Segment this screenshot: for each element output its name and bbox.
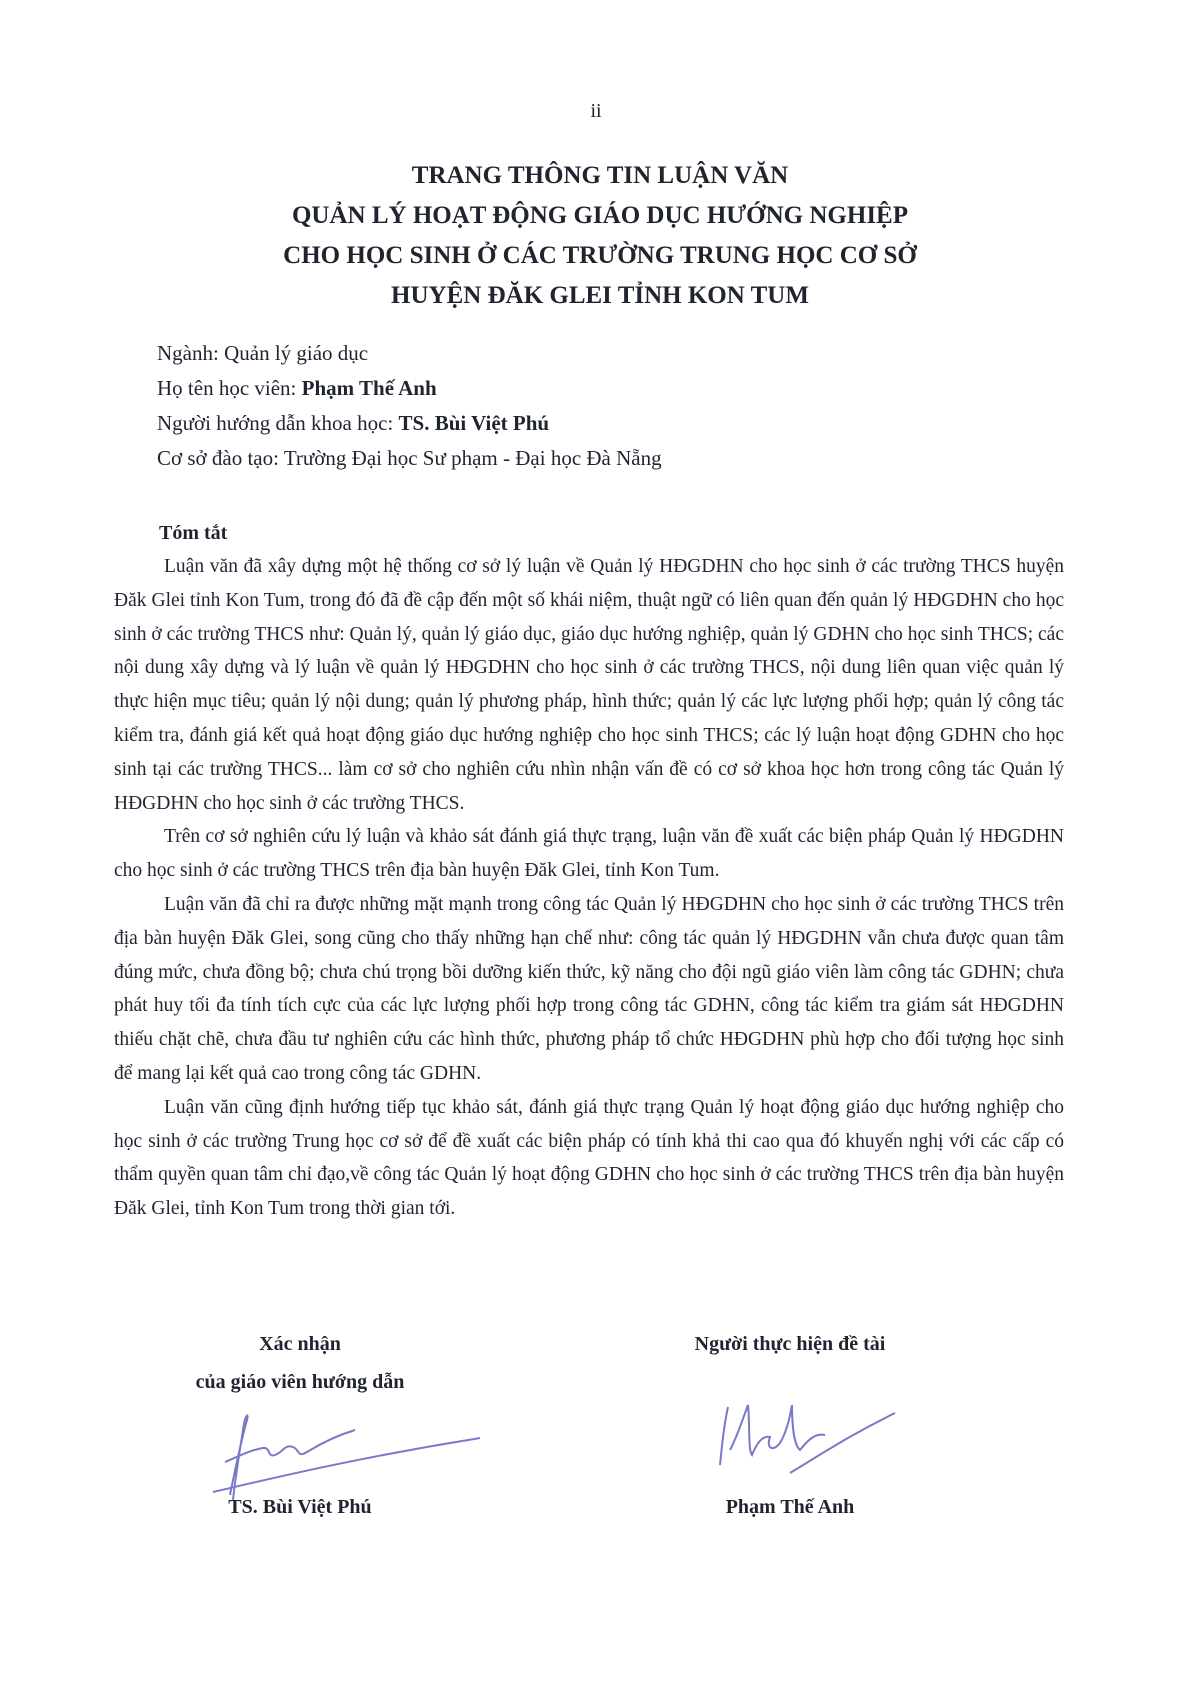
meta-advisor bbox=[157, 406, 1057, 441]
advisor-confirmation-line-2: của giáo viên hướng dẫn bbox=[195, 1371, 405, 1393]
meta-student-value: Phạm Thế Anh bbox=[301, 376, 437, 400]
meta-major bbox=[157, 336, 1057, 371]
thesis-meta bbox=[157, 336, 1057, 476]
author-confirmation-line-1: Người thực hiện đề tài bbox=[694, 1333, 886, 1355]
meta-advisor-value: TS. Bùi Việt Phú bbox=[398, 411, 550, 435]
summary-paragraph-4: Luận văn cũng định hướng tiếp tục khảo sát, đánh giá thực trạng Quản lý hoạt động giáo dục hướng nghiệp cho học sinh ở các trường Trung học cơ sở để đề xuất các biện pháp có tính khả thi cao qua đó khuyến nghị với các cấp có thẩm quyền quan tâm chỉ đạo,về công tác Quản lý hoạt động GDHN cho học sinh ở các trường THCS trên địa bàn huyện Đăk Glei, tỉnh Kon Tum trong thời gian tới. bbox=[114, 1096, 1064, 1220]
meta-student bbox=[157, 371, 1057, 406]
title-line-1: TRANG THÔNG TIN LUẬN VĂN bbox=[411, 162, 789, 189]
author-name: Phạm Thế Anh bbox=[725, 1496, 855, 1518]
summary-section bbox=[114, 516, 1064, 1226]
meta-institution-value: : Trường Đại học Sư phạm - Đại học Đà Nẵng bbox=[273, 446, 662, 470]
advisor-signature bbox=[205, 1400, 485, 1510]
advisor-confirmation bbox=[170, 1325, 430, 1401]
meta-institution bbox=[157, 441, 1057, 476]
summary-heading: Tóm tắt bbox=[159, 522, 228, 544]
meta-student-label: Họ tên học viên: bbox=[157, 376, 302, 400]
meta-major-label: Ngành: bbox=[157, 341, 225, 365]
title-line-3: CHO HỌC SINH Ở CÁC TRƯỜNG TRUNG HỌC CƠ SỞ bbox=[283, 242, 917, 269]
summary-paragraph-2: Trên cơ sở nghiên cứu lý luận và khảo sát đánh giá thực trạng, luận văn đề xuất các biện pháp Quản lý HĐGDHN cho học sinh ở các trường THCS trên địa bàn huyện Đăk Glei, tỉnh Kon Tum. bbox=[114, 826, 1064, 882]
summary-paragraph-1: Luận văn đã xây dựng một hệ thống cơ sở lý luận về Quản lý HĐGDHN cho học sinh ở các trường THCS huyện Đăk Glei tỉnh Kon Tum, trong đó đã đề cập đến một số khái niệm, thuật ngữ có liên quan đến quản lý HĐGDHN cho học sinh ở các trường THCS như: Quản lý, quản lý giáo dục, giáo dục hướng nghiệp, quản lý GDHN cho học sinh THCS; các nội dung xây dựng và lý luận về quản lý HĐGDHN cho học sinh ở các trường THCS, nội dung liên quan việc quản lý thực hiện mục tiêu; quản lý nội dung; quản lý phương pháp, hình thức; quản lý các lực lượng phối hợp; quản lý công tác kiểm tra, đánh giá kết quả hoạt động giáo dục hướng nghiệp cho học sinh THCS; các lý luận hoạt động GDHN cho học sinh tại các trường THCS... làm cơ sở cho nghiên cứu nhìn nhận vấn đề có cơ sở khoa học hơn trong công tác Quản lý HĐGDHN cho học sinh ở các trường THCS. bbox=[114, 556, 1064, 814]
summary-paragraph-3: Luận văn đã chỉ ra được những mặt mạnh trong công tác Quản lý HĐGDHN cho học sinh ở các trường THCS trên địa bàn huyện Đăk Glei, song cũng cho thấy những hạn chế như: công tác quản lý HĐGDHN vẫn chưa được quan tâm đúng mức, chưa đồng bộ; chưa chú trọng bồi dưỡng kiến thức, kỹ năng cho đội ngũ giáo viên làm công tác GDHN; chưa phát huy tối đa tính tích cực của các lực lượng phối hợp trong công tác GDHN, công tác kiểm tra giám sát HĐGDHN thiếu chặt chẽ, chưa đầu tư nghiên cứu các hình thức, phương pháp tổ chức HĐGDHN phù hợp cho đối tượng học sinh để mang lại kết quả cao trong công tác GDHN. bbox=[114, 893, 1064, 1084]
meta-major-value: Quản lý giáo dục bbox=[224, 341, 369, 365]
advisor-name: TS. Bùi Việt Phú bbox=[228, 1496, 372, 1518]
title-line-2: QUẢN LÝ HOẠT ĐỘNG GIÁO DỤC HƯỚNG NGHIỆP bbox=[291, 202, 908, 229]
page-title bbox=[150, 156, 1050, 316]
meta-advisor-label: Người hướng dẫn khoa học: bbox=[157, 411, 399, 435]
author-confirmation bbox=[660, 1325, 920, 1363]
page-number: ii bbox=[590, 100, 602, 122]
meta-institution-label: Cơ sở đào tạo bbox=[157, 446, 274, 470]
advisor-confirmation-line-1: Xác nhận bbox=[259, 1333, 341, 1355]
title-line-4: HUYỆN ĐĂK GLEI TỈNH KON TUM bbox=[391, 282, 809, 309]
author-signature bbox=[700, 1395, 900, 1485]
